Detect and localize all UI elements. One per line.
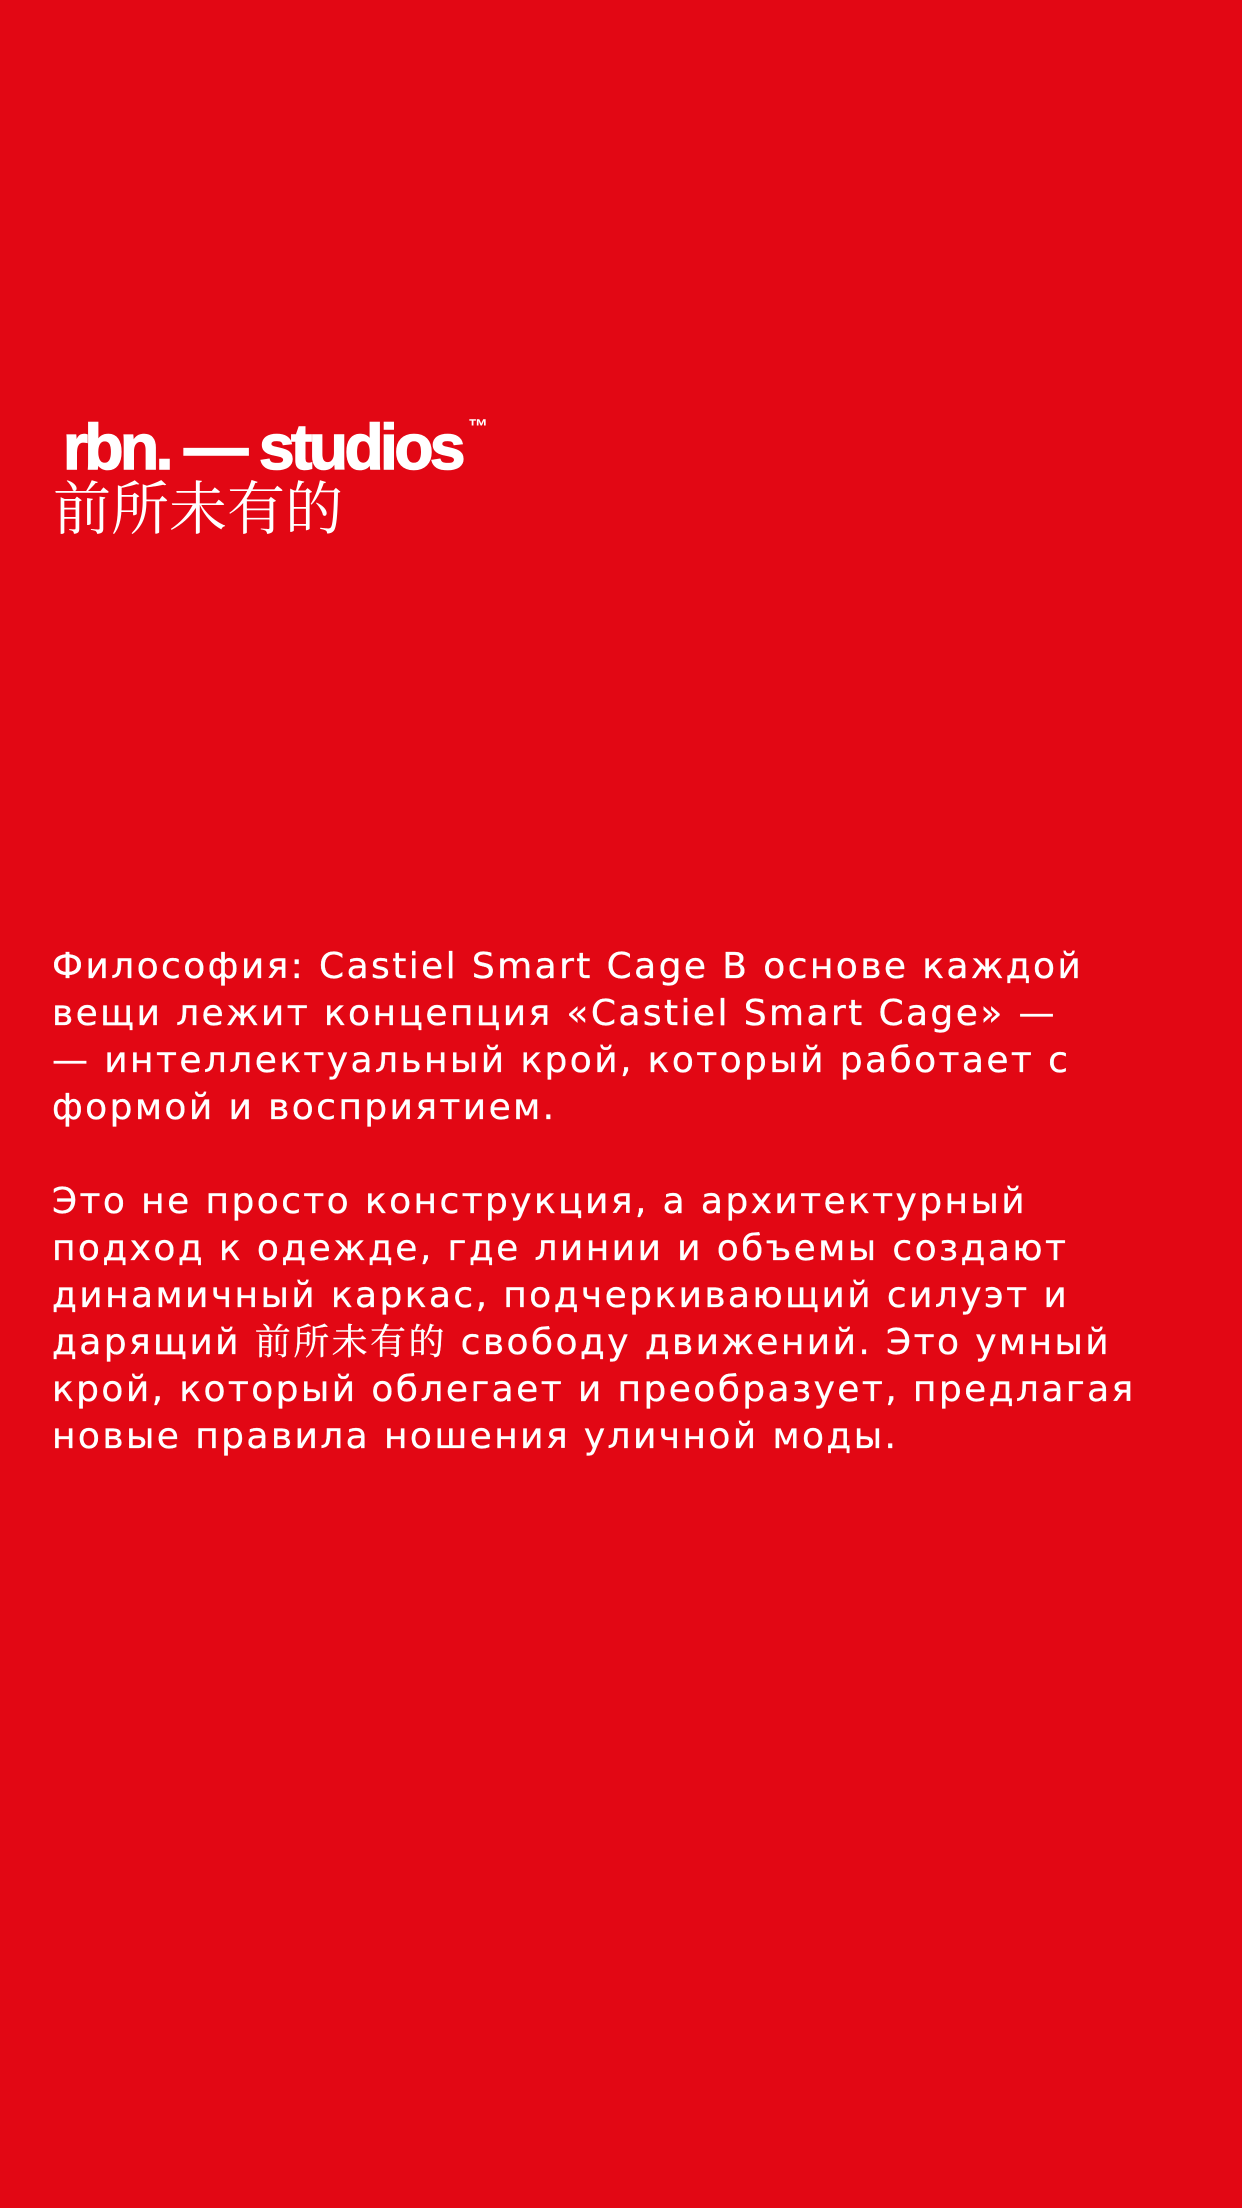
body-text bbox=[52, 943, 1232, 1507]
paragraph-philosophy: Философия: Castiel Smart Cage В основе каждой вещи лежит концепция «Castiel Smart Cage» — — интеллектуальный крой, который работает с формой и восприятием. bbox=[52, 946, 1084, 1128]
paragraph-construction: Это не просто конструкция, а архитектурный подход к одежде, где линии и объемы создают динамичный каркас, подчеркивающий силуэт и дарящий 前所未有的 свободу движений. Это умный крой, который облегает и преобразует, предлагая новые правила ношения уличной моды. bbox=[52, 1181, 1136, 1457]
trademark-symbol: ™ bbox=[468, 416, 488, 438]
logo-wordmark: rbn. — studios bbox=[63, 411, 462, 483]
logo-tagline: 前所未有的 bbox=[53, 475, 344, 543]
brand-logo bbox=[53, 411, 563, 545]
logo-wordmark-row bbox=[63, 411, 488, 483]
